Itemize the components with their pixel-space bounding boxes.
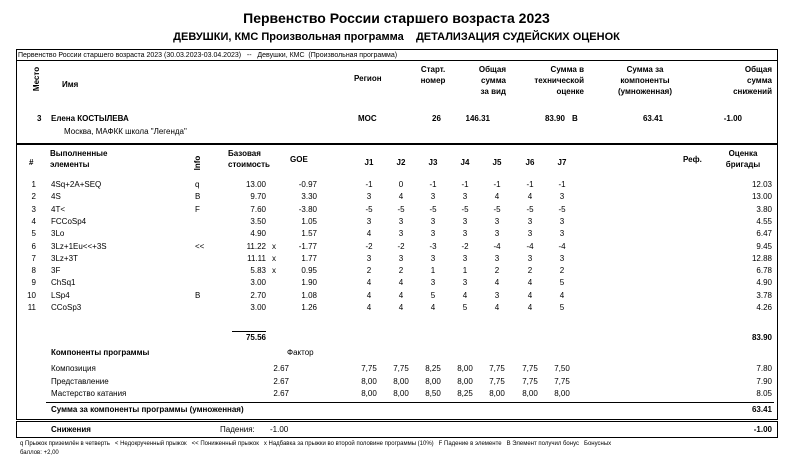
element-goe: -0.97: [298, 180, 317, 189]
judge-header-3: J3: [428, 158, 438, 167]
element-judge-1: 4: [366, 290, 372, 300]
element-code: CCoSp3: [51, 303, 82, 312]
skater-name: Елена КОСТЫЛЕВА: [51, 114, 129, 123]
component-judge-4: 8,00: [457, 376, 473, 386]
judge-header-1: J1: [364, 158, 374, 167]
element-judge-7: 4: [559, 290, 565, 300]
component-judge-7: 7,50: [554, 364, 570, 373]
element-judge-7: 5: [559, 278, 565, 288]
element-judge-7: -4: [558, 241, 566, 251]
element-judge-1: 4: [366, 303, 372, 312]
element-judge-7: 3: [559, 253, 565, 263]
element-judge-4: 1: [462, 266, 468, 276]
falls-label: Падения:: [220, 425, 255, 434]
element-code: 4S: [51, 192, 61, 202]
element-panel-score: 3.78: [756, 290, 772, 300]
element-panel-score: 13.00: [751, 192, 772, 202]
element-judge-2: 2: [398, 266, 404, 276]
component-judge-4: 8,00: [457, 364, 473, 373]
element-judge-7: 3: [559, 216, 565, 226]
element-goe: 1.05: [301, 216, 317, 226]
element-judge-7: -1: [558, 180, 566, 189]
element-judge-7: 5: [559, 303, 565, 312]
element-base-value: 11.11: [247, 253, 266, 263]
element-panel-score: 6.78: [756, 266, 772, 276]
element-judge-5: 4: [494, 192, 500, 202]
element-number: 8: [31, 266, 36, 276]
element-judge-4: -1: [461, 180, 469, 189]
component-score: 7.90: [756, 376, 772, 386]
element-info: q: [195, 180, 200, 189]
element-judge-5: 4: [494, 278, 500, 288]
component-score: 7.80: [756, 364, 772, 373]
element-judge-7: 3: [559, 229, 565, 239]
element-goe: 1.90: [301, 278, 317, 288]
skater-deductions: -1.00: [723, 114, 742, 123]
falls-value: -1.00: [270, 425, 289, 434]
skater-start-no: 26: [432, 114, 441, 123]
element-info: F: [195, 204, 200, 214]
components-sum-value: 63.41: [751, 405, 772, 414]
component-judge-7: 8,00: [554, 389, 570, 398]
element-goe: 1.08: [301, 290, 317, 300]
element-judge-4: -2: [461, 241, 469, 251]
el-ref-header: Реф.: [683, 155, 702, 164]
skater-header-divider: [16, 60, 778, 61]
element-code: 4T<: [51, 204, 66, 214]
element-judge-2: -5: [397, 204, 405, 214]
skater-region: МОС: [358, 114, 377, 123]
element-code: LSp4: [51, 290, 70, 300]
element-judge-4: 4: [462, 290, 468, 300]
element-judge-1: 3: [366, 216, 372, 226]
component-judge-5: 7,75: [489, 364, 505, 373]
element-number: 11: [27, 303, 36, 312]
judge-header-5: J5: [492, 158, 502, 167]
element-judge-6: 2: [527, 266, 533, 276]
element-base-value: 2.70: [250, 290, 266, 300]
element-judge-3: 1: [430, 266, 436, 276]
element-judge-6: 4: [527, 278, 533, 288]
element-judge-1: -2: [365, 241, 373, 251]
component-judge-2: 8,00: [393, 376, 409, 386]
element-code: 3Lz+1Eu<<+3S: [51, 241, 107, 251]
element-panel-score: 4.26: [756, 303, 772, 312]
element-judge-5: 3: [494, 290, 500, 300]
element-judge-2: 3: [398, 253, 404, 263]
element-judge-1: 3: [366, 253, 372, 263]
deductions-total: -1.00: [753, 425, 772, 434]
start-no-header: Старт. номер: [420, 65, 446, 85]
place-header: Место: [32, 66, 41, 92]
component-name: Композиция: [51, 364, 96, 373]
element-judge-4: 5: [462, 303, 468, 312]
element-judge-3: -5: [429, 204, 437, 214]
component-judge-3: 8,50: [425, 389, 441, 398]
element-judge-4: 3: [462, 253, 468, 263]
element-judge-2: 4: [398, 303, 404, 312]
el-elements-header: Выполненные элементы: [50, 149, 108, 169]
skater-pcs: 63.41: [642, 114, 663, 123]
component-judge-6: 8,00: [522, 389, 538, 398]
name-header: Имя: [62, 80, 79, 89]
region-header: Регион: [354, 74, 382, 83]
element-judge-2: 3: [398, 216, 404, 226]
element-judge-1: 2: [366, 266, 372, 276]
skater-place: 3: [37, 114, 42, 123]
element-judge-4: 3: [462, 278, 468, 288]
element-panel-score: 12.03: [751, 180, 772, 189]
element-judge-2: -2: [397, 241, 405, 251]
element-goe: 1.77: [301, 253, 317, 263]
element-judge-7: 3: [559, 192, 565, 202]
components-title: Компоненты программы: [51, 348, 150, 357]
el-num-header: #: [29, 158, 34, 167]
element-judge-2: 0: [398, 180, 404, 189]
skater-tes-flag: B: [572, 114, 578, 123]
element-number: 1: [31, 180, 36, 189]
component-judge-3: 8,25: [425, 364, 441, 373]
element-code: FCCoSp4: [51, 216, 87, 226]
element-judge-6: 3: [527, 216, 533, 226]
element-judge-5: 4: [494, 303, 500, 312]
element-judge-5: -5: [493, 204, 501, 214]
element-number: 10: [27, 290, 36, 300]
element-code: 3Lo: [51, 229, 65, 239]
legend-line-1: q Прыжок приземлён в четверть < Недокрученный прыжок << Пониженный прыжок x Надбавка за прыжки во второй половине программы (10%) F Падение в элементе B Элемент получил бонус Бонусных: [20, 441, 612, 447]
component-factor: 2.67: [273, 389, 289, 398]
element-base-value: 11.22: [246, 241, 266, 251]
component-judge-6: 7,75: [522, 364, 538, 373]
element-judge-1: 3: [366, 192, 372, 202]
element-judge-6: -5: [526, 204, 534, 214]
element-judge-4: 3: [462, 192, 468, 202]
component-judge-4: 8,25: [457, 389, 473, 398]
skater-total: 146.31: [465, 114, 490, 123]
element-judge-7: -5: [558, 204, 566, 214]
element-judge-2: 4: [398, 278, 404, 288]
element-info: B: [195, 192, 201, 202]
page-subtitle: ДЕВУШКИ, КМС Произвольная программа ДЕТАЛИЗАЦИЯ СУДЕЙСКИХ ОЦЕНОК: [173, 31, 620, 43]
element-judge-3: 3: [430, 216, 436, 226]
element-base-value: 3.00: [250, 303, 266, 312]
element-panel-score: 4.55: [756, 216, 772, 226]
element-judge-3: 3: [430, 253, 436, 263]
element-judge-6: 4: [527, 192, 533, 202]
element-judge-3: 4: [430, 303, 436, 312]
element-base-value: 4.90: [250, 229, 266, 239]
element-judge-6: 4: [527, 303, 533, 312]
element-judge-6: 4: [527, 290, 533, 300]
element-judge-3: 3: [430, 278, 436, 288]
element-code: 3F: [51, 266, 61, 276]
element-number: 5: [31, 229, 36, 239]
element-panel-score: 9.45: [756, 241, 772, 251]
element-judge-3: -1: [429, 180, 437, 189]
skater-club: Москва, МАФКК школа "Легенда": [64, 127, 187, 136]
el-score-header: Оценка бригады: [725, 149, 761, 169]
element-goe: 0.95: [301, 266, 317, 276]
tes-total: 83.90: [751, 333, 772, 342]
component-name: Мастерство катания: [51, 389, 127, 398]
element-judge-6: 3: [527, 253, 533, 263]
element-judge-6: -1: [526, 180, 534, 189]
element-code: ChSq1: [51, 278, 76, 288]
total-header: Общая сумма за вид: [478, 65, 506, 96]
element-number: 7: [31, 253, 36, 263]
element-panel-score: 12.88: [751, 253, 772, 263]
element-judge-5: -1: [493, 180, 501, 189]
component-judge-2: 8,00: [393, 389, 409, 398]
el-base-header: Базовая стоимость: [228, 149, 270, 169]
components-sum-line: [46, 402, 774, 403]
element-code: 4Sq+2A+SEQ: [51, 180, 102, 189]
judge-header-4: J4: [460, 158, 470, 167]
element-goe: -3.80: [298, 204, 317, 214]
component-judge-5: 7,75: [489, 376, 505, 386]
skater-tes: 83.90: [544, 114, 565, 123]
component-name: Представление: [51, 376, 109, 386]
element-goe: 1.26: [301, 303, 317, 312]
element-judge-2: 4: [398, 192, 404, 202]
element-base-value: 3.50: [250, 216, 266, 226]
deductions-header: Общая сумма снижений: [733, 65, 772, 96]
element-judge-5: 3: [494, 253, 500, 263]
el-info-header: Info: [193, 155, 202, 171]
element-judge-4: 3: [462, 229, 468, 239]
deductions-frame: [16, 421, 778, 438]
deductions-label: Снижения: [51, 425, 91, 434]
component-judge-1: 8,00: [361, 389, 377, 398]
element-goe: -1.77: [298, 241, 317, 251]
element-number: 3: [31, 204, 36, 214]
page-title: Первенство России старшего возраста 2023: [243, 10, 550, 26]
element-judge-3: 3: [430, 229, 436, 239]
component-judge-2: 7,75: [393, 364, 409, 373]
element-judge-2: 3: [398, 229, 404, 239]
element-base-value: 3.00: [250, 278, 266, 288]
element-bonus-x: x: [272, 253, 276, 263]
component-judge-7: 7,75: [554, 376, 570, 386]
element-judge-5: -4: [493, 241, 501, 251]
element-bonus-x: x: [272, 241, 276, 251]
element-bonus-x: x: [272, 266, 276, 276]
element-base-value: 5.83: [250, 266, 266, 276]
element-judge-4: -5: [461, 204, 469, 214]
element-panel-score: 3.80: [756, 204, 772, 214]
base-total-line: [232, 331, 266, 332]
element-judge-2: 4: [398, 290, 404, 300]
element-panel-score: 4.90: [756, 278, 772, 288]
element-base-value: 7.60: [250, 204, 266, 214]
element-judge-4: 3: [462, 216, 468, 226]
event-info-line: Первенство России старшего возраста 2023 (30.03.2023-03.04.2023) -- Девушки, КМС (Произвольная программа): [18, 52, 398, 59]
element-number: 2: [31, 192, 36, 202]
element-base-value: 13.00: [245, 180, 266, 189]
element-code: 3Lz+3T: [51, 253, 78, 263]
element-panel-score: 6.47: [756, 229, 772, 239]
element-base-value: 9.70: [250, 192, 266, 202]
component-judge-1: 7,75: [361, 364, 377, 373]
tes-header: Сумма в технической оценке: [534, 65, 584, 96]
element-judge-5: 2: [494, 266, 500, 276]
element-judge-5: 3: [494, 229, 500, 239]
element-judge-1: -1: [365, 180, 373, 189]
component-factor: 2.67: [273, 364, 289, 373]
element-number: 6: [31, 241, 36, 251]
element-info: B: [195, 290, 201, 300]
legend-line-2: баллов: +2,00: [20, 450, 59, 456]
factor-header: Фактор: [287, 348, 314, 357]
element-goe: 1.57: [301, 229, 317, 239]
element-judge-1: -5: [365, 204, 373, 214]
components-sum-label: Сумма за компоненты программы (умноженная): [51, 405, 244, 414]
judge-header-2: J2: [396, 158, 406, 167]
component-score: 8.05: [756, 389, 772, 398]
element-goe: 3.30: [301, 192, 317, 202]
component-judge-1: 8,00: [361, 376, 377, 386]
component-judge-3: 8,00: [425, 376, 441, 386]
component-judge-5: 8,00: [489, 389, 505, 398]
base-total: 75.56: [245, 333, 266, 342]
element-info: <<: [195, 241, 205, 251]
pcs-header: Сумма за компоненты (умноженная): [618, 65, 672, 96]
element-judge-7: 2: [559, 266, 565, 276]
element-judge-6: -4: [526, 241, 534, 251]
element-judge-3: -3: [429, 241, 437, 251]
element-judge-1: 4: [366, 229, 372, 239]
element-judge-6: 3: [527, 229, 533, 239]
element-judge-3: 3: [430, 192, 436, 202]
element-number: 9: [31, 278, 36, 288]
element-number: 4: [31, 216, 36, 226]
el-goe-header: GOE: [290, 155, 308, 164]
element-judge-1: 4: [366, 278, 372, 288]
judge-header-7: J7: [557, 158, 567, 167]
element-judge-3: 5: [430, 290, 436, 300]
judge-header-6: J6: [525, 158, 535, 167]
component-factor: 2.67: [273, 376, 289, 386]
component-judge-6: 7,75: [522, 376, 538, 386]
element-judge-5: 3: [494, 216, 500, 226]
